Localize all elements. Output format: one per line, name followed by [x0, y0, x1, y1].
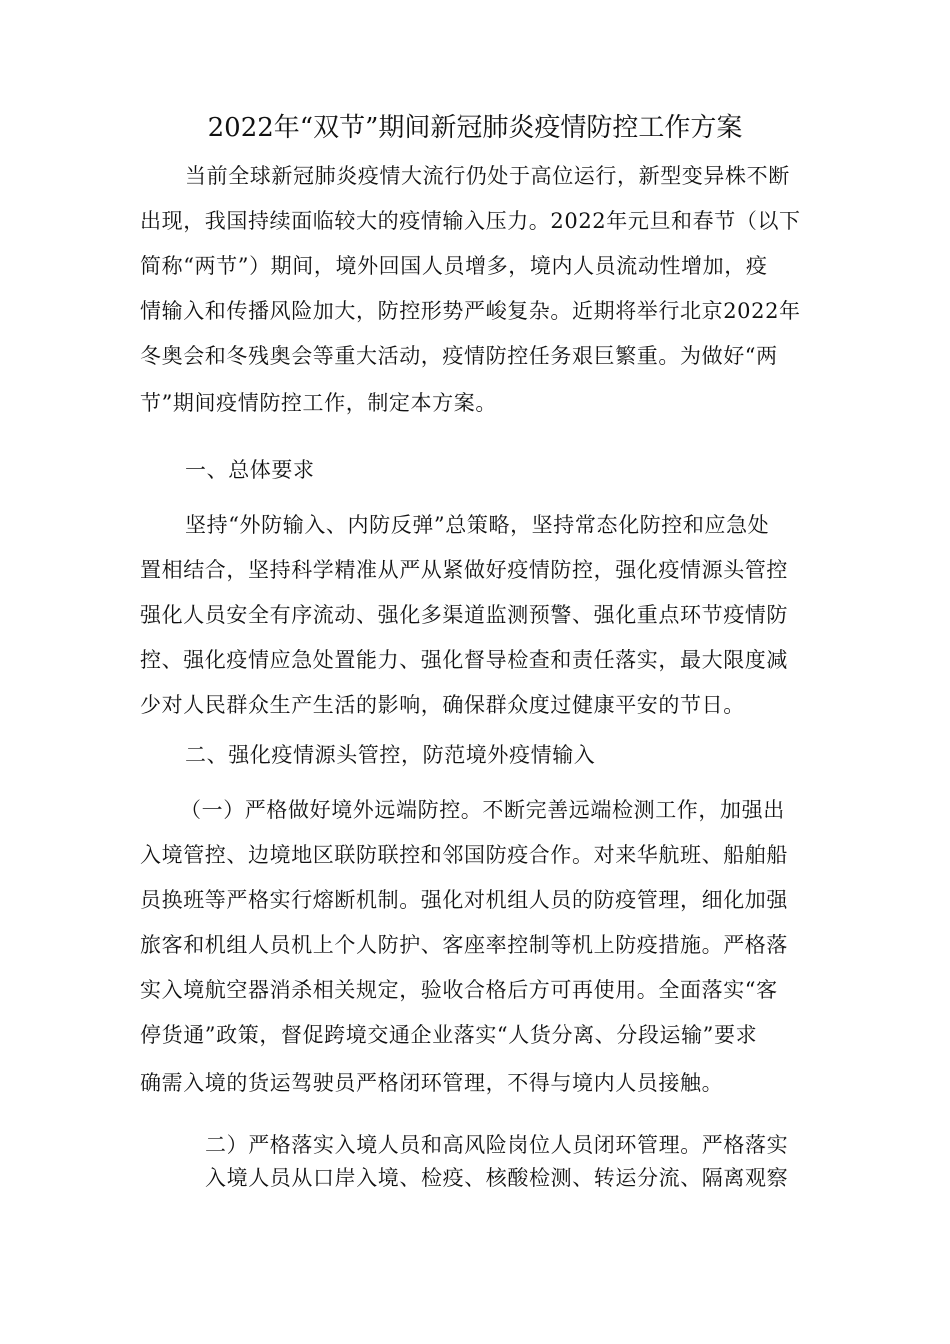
item1-line: （一）严格做好境外远端防控。不断完善远端检测工作，加强出 [180, 798, 785, 822]
section1-line: 强化人员安全有序流动、强化多渠道监测预警、强化重点环节疫情防 [140, 603, 788, 627]
item1-line: 实入境航空器消杀相关规定，验收合格后方可再使用。全面落实“客 [140, 978, 778, 1002]
document-title: 2022年“双节”期间新冠肺炎疫情防控工作方案 [207, 113, 743, 143]
item1-line: 员换班等严格实行熔断机制。强化对机组人员的防疫管理，细化加强 [140, 888, 788, 912]
item1-line: 停货通”政策，督促跨境交通企业落实“人货分离、分段运输”要求 [140, 1023, 758, 1047]
item2-line: 二）严格落实入境人员和高风险岗位人员闭环管理。严格落实 [205, 1133, 789, 1157]
item2-line: 入境人员从口岸入境、检疫、核酸检测、转运分流、隔离观察 [205, 1166, 789, 1190]
intro-line: 情输入和传播风险加大，防控形势严峻复杂。近期将举行北京2022年 [140, 299, 801, 323]
section1-line: 置相结合，坚持科学精准从严从紧做好疫情防控，强化疫情源头管控 [140, 558, 788, 582]
intro-line: 简称“两节”）期间，境外回国人员增多，境内人员流动性增加，疫 [140, 254, 768, 278]
section-heading: 二、强化疫情源头管控，防范境外疫情输入 [185, 743, 596, 767]
intro-line: 出现，我国持续面临较大的疫情输入压力。2022年元旦和春节（以下 [140, 209, 801, 233]
item1-line: 旅客和机组人员机上个人防护、客座率控制等机上防疫措施。严格落 [140, 933, 788, 957]
item1-line: 确需入境的货运驾驶员严格闭环管理，不得与境内人员接触。 [140, 1071, 724, 1095]
intro-line: 节”期间疫情防控工作，制定本方案。 [140, 391, 497, 415]
intro-line: 冬奥会和冬残奥会等重大活动，疫情防控任务艰巨繁重。为做好“两 [140, 344, 778, 368]
section1-line: 控、强化疫情应急处置能力、强化督导检查和责任落实，最大限度减 [140, 648, 788, 672]
section1-line: 少对人民群众生产生活的影响，确保群众度过健康平安的节日。 [140, 693, 745, 717]
item1-line: 入境管控、边境地区联防联控和邻国防疫合作。对来华航班、船舶船 [140, 843, 788, 867]
section1-line: 坚持“外防输入、内防反弹”总策略，坚持常态化防控和应急处 [185, 513, 770, 537]
intro-line: 当前全球新冠肺炎疫情大流行仍处于高位运行，新型变异株不断 [185, 164, 790, 188]
section-heading: 一、总体要求 [185, 458, 315, 482]
